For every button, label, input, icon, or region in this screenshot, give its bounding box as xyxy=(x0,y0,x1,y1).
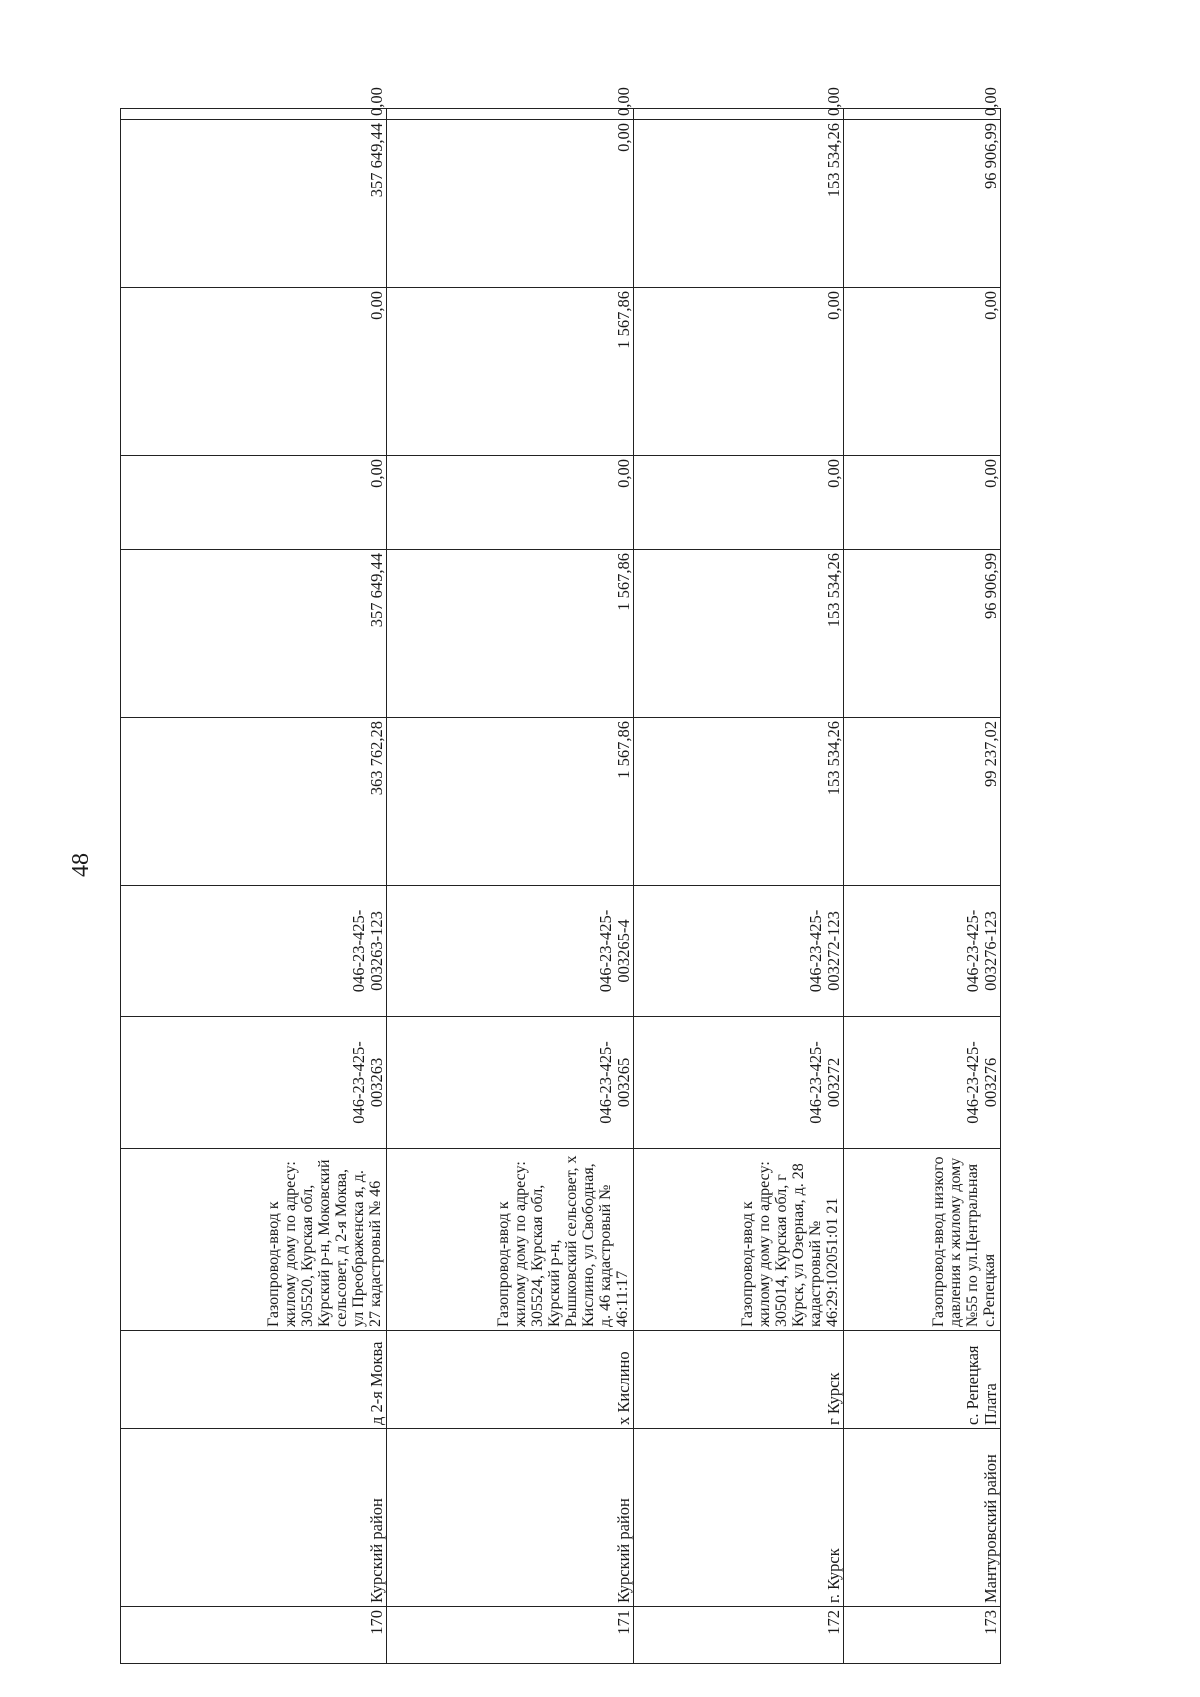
inventory-number-cell: 046-23-425-003272 xyxy=(634,1017,844,1149)
amount-cell-2: 357 649,44 xyxy=(121,550,387,718)
amount-cell-1: 363 762,28 xyxy=(121,718,387,886)
amount-cell-6: 0,00 xyxy=(844,109,1001,120)
district-cell: Курский район xyxy=(121,1429,387,1607)
amount-cell-2: 153 534,26 xyxy=(634,550,844,718)
amount-cell-4: 0,00 xyxy=(634,288,844,456)
description-cell xyxy=(387,1149,634,1331)
rotated-table-container xyxy=(120,87,1000,1664)
amount-cell-3: 0,00 xyxy=(844,456,1001,550)
district-cell: Курский район xyxy=(387,1429,634,1607)
description-text: Газопровод-ввод низкого давления к жилому дому №55 по ул.Центральная с.Репецкая xyxy=(930,1156,999,1327)
table-row xyxy=(634,109,844,1664)
description-cell xyxy=(121,1149,387,1331)
locality-cell: х Кислино xyxy=(387,1331,634,1429)
inventory-number-cell: 046-23-425-003265 xyxy=(387,1017,634,1149)
amount-cell-6: 0,00 xyxy=(121,109,387,120)
district-cell: Мантуровский район xyxy=(844,1429,1001,1607)
table-row xyxy=(121,109,387,1664)
description-text: Газопровод-ввод к жилому дому по адресу: 305524, Курская обл, Курский р-н, Рышковский сельсовет, х Кислино, ул Свободная, д. 46 кадастровый № 46:11:17 xyxy=(495,1155,632,1327)
code-cell: 046-23-425-003263-123 xyxy=(121,886,387,1017)
amount-cell-2: 1 567,86 xyxy=(387,550,634,718)
registry-table xyxy=(120,87,1001,1664)
code-cell: 046-23-425-003272-123 xyxy=(634,886,844,1017)
amount-cell-4: 1 567,86 xyxy=(387,288,634,456)
amount-cell-4: 0,00 xyxy=(121,288,387,456)
row-number: 171 xyxy=(387,1607,634,1664)
row-number: 173 xyxy=(844,1607,1001,1664)
table-row xyxy=(844,109,1001,1664)
amount-cell-5: 153 534,26 xyxy=(634,120,844,288)
amount-cell-1: 99 237,02 xyxy=(844,718,1001,886)
description-cell xyxy=(844,1149,1001,1331)
amount-cell-6: 0,00 xyxy=(387,109,634,120)
description-text: Газопровод-ввод к жилому дому по адресу: 305520, Курская обл, Курский р-н, Моковский сельсовет, д 2-я Моква, ул Преображенска я, д. 27 кадастровый № 46 xyxy=(265,1159,385,1327)
description-text: Газопровод-ввод к жилому дому по адресу: 305014, Курская обл, г Курск, ул Озерная, д. 28 кадастровый № 46:29:102051:01 21 xyxy=(739,1161,842,1327)
table-row xyxy=(387,109,634,1664)
amount-cell-5: 357 649,44 xyxy=(121,120,387,288)
amount-cell-3: 0,00 xyxy=(387,456,634,550)
locality-cell: д 2-я Моква xyxy=(121,1331,387,1429)
locality-cell: г Курск xyxy=(634,1331,844,1429)
page-number: 48 xyxy=(68,853,94,877)
district-cell: г. Курск xyxy=(634,1429,844,1607)
amount-cell-1: 1 567,86 xyxy=(387,718,634,886)
amount-cell-5: 96 906,99 xyxy=(844,120,1001,288)
amount-cell-6: 0,00 xyxy=(634,109,844,120)
inventory-number-cell: 046-23-425-003276 xyxy=(844,1017,1001,1149)
amount-cell-3: 0,00 xyxy=(634,456,844,550)
code-cell: 046-23-425-003276-123 xyxy=(844,886,1001,1017)
row-number: 172 xyxy=(634,1607,844,1664)
amount-cell-5: 0,00 xyxy=(387,120,634,288)
row-number: 170 xyxy=(121,1607,387,1664)
code-cell: 046-23-425-003265-4 xyxy=(387,886,634,1017)
amount-cell-3: 0,00 xyxy=(121,456,387,550)
amount-cell-1: 153 534,26 xyxy=(634,718,844,886)
locality-cell: с. Репецкая Плата xyxy=(844,1331,1001,1429)
amount-cell-2: 96 906,99 xyxy=(844,550,1001,718)
description-cell xyxy=(634,1149,844,1331)
amount-cell-4: 0,00 xyxy=(844,288,1001,456)
inventory-number-cell: 046-23-425-003263 xyxy=(121,1017,387,1149)
